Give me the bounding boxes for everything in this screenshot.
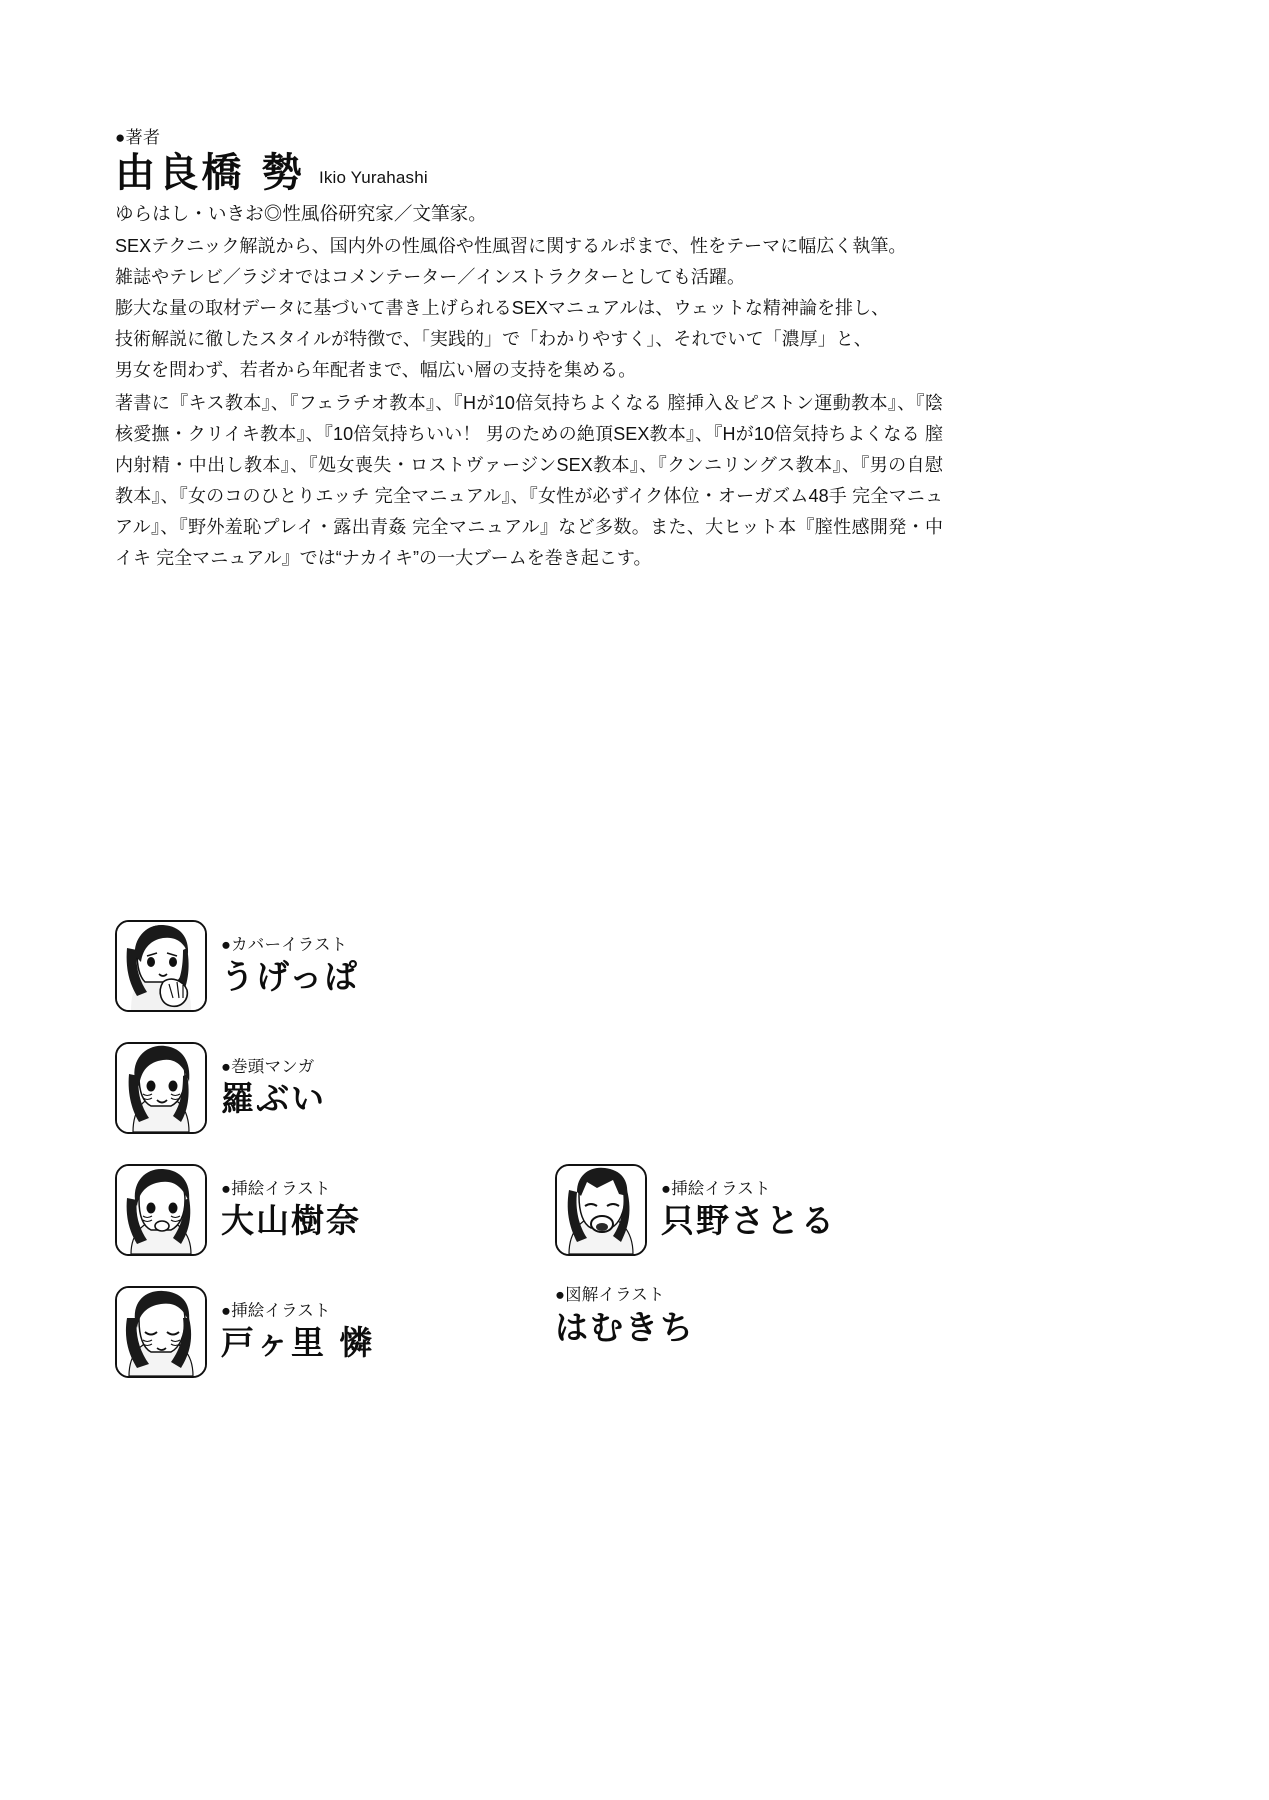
author-label: ●著者	[115, 128, 161, 147]
credit-entry-inset-illustration-3	[115, 1286, 374, 1378]
credit-text	[661, 1180, 836, 1241]
credit-text	[221, 1180, 361, 1241]
portrait-open-mouth-icon	[115, 1164, 207, 1256]
credit-name: 戸ヶ里 憐	[221, 1323, 375, 1363]
author-name-roman: Ikio Yurahashi	[318, 168, 428, 188]
credit-role: ●図解イラスト	[555, 1286, 665, 1304]
credit-entry-inset-illustration-1	[115, 1164, 361, 1256]
portrait-hand-mouth-icon	[115, 920, 207, 1012]
credit-row	[115, 1164, 1155, 1286]
author-description	[115, 231, 945, 386]
author-description-line: 技術解説に徹したスタイルが特徴で、「実践的」で「わかりやすく」、それでいて「濃厚」と、	[115, 328, 872, 349]
credit-name: 大山樹奈	[221, 1201, 361, 1241]
credit-text	[221, 936, 359, 997]
credit-entry-diagram-illustration	[555, 1286, 695, 1347]
credit-name: うげっぱ	[221, 957, 360, 997]
credit-name: はむきち	[555, 1307, 695, 1347]
portrait-blush-icon	[115, 1042, 207, 1134]
credit-entry-inset-illustration-2	[555, 1164, 836, 1256]
credit-role: ●カバーイラスト	[221, 935, 348, 954]
credit-name: 羅ぶい	[221, 1079, 326, 1119]
credits-section	[115, 920, 1155, 1408]
credit-text	[221, 1302, 374, 1363]
credit-row	[115, 1042, 1155, 1164]
author-name-row	[115, 150, 945, 197]
author-description-line: 雑誌やテレビ／ラジオではコメンテーター／インストラクターとしても活躍。	[115, 267, 745, 288]
author-description-line: 男女を問わず、若者から年配者まで、幅広い層の支持を集める。	[115, 359, 637, 380]
credit-text	[221, 1058, 326, 1119]
author-description-line: 膨大な量の取材データに基づいて書き上げられるSEXマニュアルは、ウェットな精神論を排し、	[115, 297, 890, 318]
author-bibliography: 著書に『キス教本』、『フェラチオ教本』、『Hが10倍気持ちよくなる 膣挿入＆ピストン運動教本』、『陰核愛撫・クリイキ教本』、『10倍気持ちいい！ 男のための絶頂SEX教本』、『Hが10倍気持ちよくなる 膣内射精・中出し教本』、『処女喪失・ロストヴァージンSEX教本』、『クンニリングス教本』、『男の自慰教本』、『女のコのひとりエッチ 完全マニュアル』、『女性が必ずイク体位・オーガズム48手 完全マニュアル』、『野外羞恥プレイ・露出青姦 完全マニュアル』など多数。また、大ヒット本『膣性感開発・中イキ 完全マニュアル』では“ナカイキ”の一大ブームを巻き起こす。	[115, 392, 943, 568]
credit-role: ●挿絵イラスト	[661, 1179, 771, 1198]
credit-name: 只野さとる	[661, 1201, 836, 1241]
portrait-shout-icon	[555, 1164, 647, 1256]
portrait-closed-eyes-icon	[115, 1286, 207, 1378]
author-subtitle: ゆらはし・いきお◎性風俗研究家／文筆家。	[115, 203, 487, 225]
credit-entry-opening-manga	[115, 1042, 326, 1134]
credit-row	[115, 1286, 1155, 1408]
credit-role: ●挿絵イラスト	[221, 1179, 331, 1198]
author-description-line: SEXテクニック解説から、国内外の性風俗や性風習に関するルポまで、性をテーマに幅広く執筆。	[115, 236, 907, 257]
credit-entry-cover-illustration	[115, 920, 359, 1012]
credit-text	[555, 1286, 695, 1347]
author-section	[115, 128, 945, 574]
credit-role: ●巻頭マンガ	[221, 1057, 315, 1076]
credit-row	[115, 920, 1155, 1042]
author-name: 由良橋 勢	[115, 150, 305, 197]
credit-role: ●挿絵イラスト	[221, 1301, 331, 1320]
